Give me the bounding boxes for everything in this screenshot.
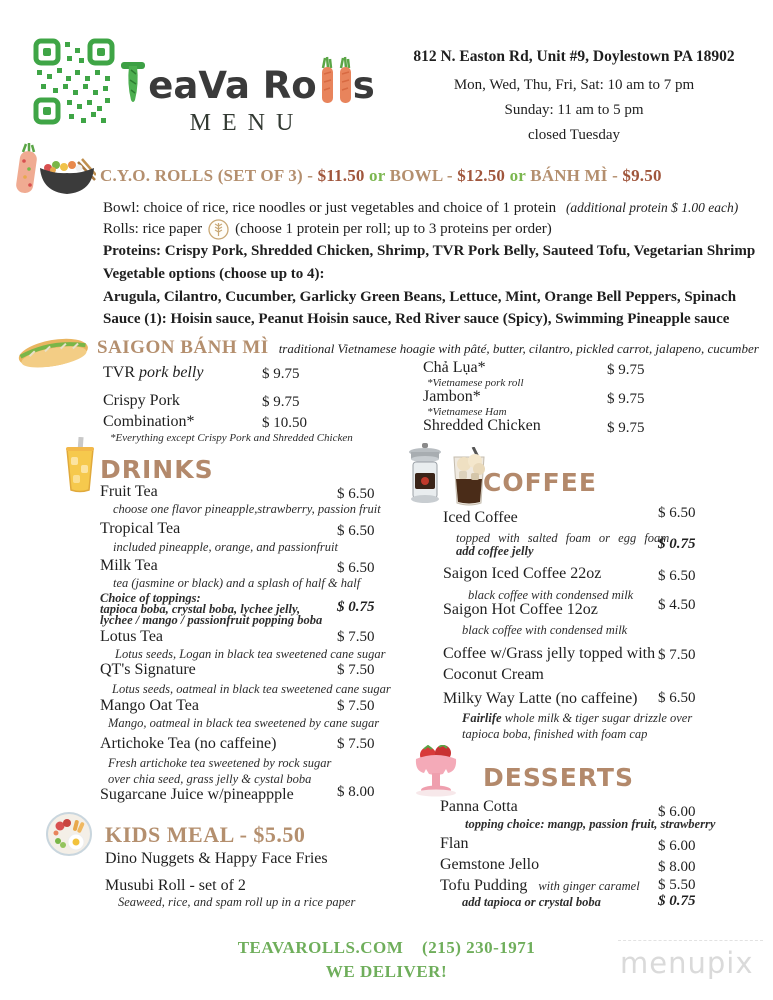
coffee-addon-price: $ 0.75 [658, 536, 696, 552]
drink-note: tea (jasmine or black) and a splash of half & half [113, 576, 361, 590]
drink-price: $ 7.50 [337, 662, 375, 678]
kids-item: Dino Nuggets & Happy Face Fries [105, 850, 328, 867]
banhmi-item-price: $ 9.75 [262, 366, 300, 382]
dessert-price: $ 6.00 [658, 804, 696, 820]
cyo-title-or: or [505, 166, 531, 185]
drink-note: included pineapple, orange, and passionfruit [113, 540, 338, 554]
drink-name: Tropical Tea [100, 520, 181, 537]
banhmi-item-price: $ 9.75 [607, 420, 645, 436]
coffee-name: Saigon Hot Coffee 12oz [443, 601, 598, 618]
banhmi-item-note: *Vietnamese Ham [427, 406, 507, 418]
dessert-name: Gemstone Jello [440, 856, 540, 873]
drink-price: $ 7.50 [337, 736, 375, 752]
coffee-price: $ 6.50 [658, 568, 696, 584]
kids-plate-icon [46, 812, 92, 856]
address: 812 N. Easton Rd, Unit #9, Doylestown PA 18902 [413, 48, 735, 65]
banhmi-item-name: Combination* [103, 413, 195, 430]
cyo-title-price: $9.50 [622, 166, 662, 185]
banhmi-item-note: *Vietnamese pork roll [427, 377, 524, 389]
coffee-price: $ 6.50 [658, 505, 696, 521]
coffee-name: Iced Coffee [443, 509, 518, 526]
dessert-name-note: with ginger caramel [538, 879, 640, 893]
coffee-name: Coffee w/Grass jelly topped with [443, 645, 656, 662]
coffee-name: Milky Way Latte (no caffeine) [443, 690, 638, 707]
kids-title: KIDS MEAL - $5.50 [105, 822, 306, 847]
coffee-price: $ 4.50 [658, 597, 696, 613]
kids-item: Musubi Roll - set of 2 [105, 877, 246, 894]
banhmi-item-price: $ 9.75 [607, 362, 645, 378]
drink-price: $ 6.50 [337, 486, 375, 502]
coffee-name-line2: Coconut Cream [443, 666, 544, 683]
coffee-note [462, 711, 692, 726]
cyo-title-price: $11.50 [317, 166, 365, 185]
drink-name: Milk Tea [100, 557, 158, 574]
drink-price: $ 6.50 [337, 523, 375, 539]
toppings-header: Choice of toppings: [100, 591, 201, 605]
cyo-rolls-line [103, 219, 552, 240]
spring-roll-icon [14, 143, 40, 195]
coffee-addon: add coffee jelly [456, 544, 534, 558]
banhmi-item-name: Jambon* [423, 388, 481, 405]
cyo-bowl-text: Bowl: choice of rice, rice noodles or just vegetables and choice of 1 protein [103, 200, 557, 216]
drink-name: Sugarcane Juice w/pineappple [100, 786, 294, 803]
banhmi-item-price: $ 9.75 [262, 394, 300, 410]
drink-name: QT's Signature [100, 661, 196, 678]
desserts-title: DESSERTS [483, 763, 634, 792]
cyo-title-or: or [364, 166, 390, 185]
drink-name: Lotus Tea [100, 628, 164, 645]
footer-website: TEAVAROLLS.COM [237, 938, 404, 957]
toppings-line: tapioca boba, crystal boba, lychee jelly, [100, 602, 301, 616]
cyo-rolls-text: Rolls: rice paper [103, 221, 203, 237]
dessert-price: $ 8.00 [658, 859, 696, 875]
logo-text-pre: eaVa Ro [148, 64, 317, 107]
drink-note: Lotus seeds, Logan in black tea sweetened cane sugar [115, 647, 386, 661]
drink-price: $ 8.00 [337, 784, 375, 800]
logo-text-post: s [352, 64, 375, 107]
banhmi-item-price: $ 10.50 [262, 415, 307, 431]
drink-note: Fresh artichoke tea sweetened by rock sugar [108, 756, 332, 770]
drink-name: Artichoke Tea (no caffeine) [100, 735, 277, 752]
footer-delivery: WE DELIVER! [325, 962, 448, 981]
drink-note: choose one flavor pineapple,strawberry, passion fruit [113, 502, 381, 516]
cyo-title-part: C.Y.O. ROLLS (SET OF 3) - [100, 166, 318, 185]
footer-phone: (215) 230-1971 [422, 938, 536, 957]
drink-note: Mango, oatmeal in black tea sweetened by cane sugar [108, 716, 380, 730]
cyo-title [100, 166, 662, 186]
item-text-italic: pork belly [139, 364, 204, 381]
banhmi-item-note: *Everything except Crispy Pork and Shredded Chicken [110, 432, 353, 444]
coffee-name: Saigon Iced Coffee 22oz [443, 565, 602, 582]
coffee-price: $ 6.50 [658, 690, 696, 706]
coffee-note-rest: whole milk & tiger sugar drizzle over [501, 711, 693, 725]
phin-filter-icon [406, 443, 444, 505]
dessert-price: $ 5.50 [658, 877, 696, 893]
cyo-vegetable-header: Vegetable options (choose up to 4): [103, 266, 325, 282]
dessert-name: Tofu Pudding [440, 877, 528, 894]
toppings-line: lychee / mango / passionfruit popping boba [100, 613, 323, 627]
dessert-name-row [440, 877, 640, 895]
cyo-sauces: Sauce (1): Hoisin sauce, Peanut Hoisin sauce, Red River sauce (Spicy), Swimming Pineapple sauce [103, 311, 730, 327]
coffee-price: $ 7.50 [658, 647, 696, 663]
banhmi-title: SAIGON BÁNH MÌ [97, 337, 269, 358]
cyo-rolls-rule: (choose 1 protein per roll; up to 3 proteins per order) [235, 221, 552, 237]
cyo-title-part: BÁNH MÌ - [530, 166, 623, 185]
dessert-addon-price: $ 0.75 [658, 893, 696, 909]
dessert-price: $ 6.00 [658, 838, 696, 854]
coffee-note: black coffee with condensed milk [462, 623, 628, 637]
item-text: TVR [103, 364, 139, 381]
dessert-icon [410, 745, 462, 797]
bowl-icon [38, 158, 96, 198]
banhmi-item-name: Chả Lụa* [423, 359, 486, 376]
kids-item-note: Seaweed, rice, and spam roll up in a rice paper [118, 895, 356, 909]
drinks-title: DRINKS [100, 455, 214, 484]
dessert-addon: add tapioca or crystal boba [462, 895, 601, 909]
drink-note: over chia seed, grass jelly & cystal boba [108, 772, 312, 786]
watermark: menupix [620, 946, 754, 980]
dessert-note: topping choice: mangp, passion fruit, strawberry [465, 817, 716, 831]
coffee-note: tapioca boba, finished with foam cap [462, 727, 648, 741]
coffee-note: topped with salted foam or egg foam [456, 531, 670, 545]
coffee-title: COFFEE [483, 468, 597, 497]
rice-paper-icon [208, 219, 229, 240]
hours-sunday: Sunday: 11 am to 5 pm [504, 102, 644, 118]
cyo-bowl-line [103, 200, 738, 217]
cyo-bowl-note: (additional protein $ 1.00 each) [565, 200, 739, 215]
bubble-tea-icon [62, 437, 98, 493]
header-info [385, 48, 763, 144]
cyo-title-price: $12.50 [457, 166, 506, 185]
cyo-proteins: Proteins: Crispy Pork, Shredded Chicken, Shrimp, TVR Pork Belly, Sauteed Tofu, Vegetarian Shrimp [103, 243, 756, 259]
drink-name: Mango Oat Tea [100, 697, 199, 714]
banhmi-item-name [103, 364, 203, 382]
watermark-divider [618, 940, 763, 941]
cyo-vegetables: Arugula, Cilantro, Cucumber, Garlicky Green Beans, Lettuce, Mint, Orange Bell Peppers, Spinach [103, 289, 737, 305]
drink-note: Lotus seeds, oatmeal in black tea sweetened cane sugar [112, 682, 391, 696]
banhmi-title-row [97, 337, 759, 359]
logo [118, 56, 376, 137]
logo-carrot-t-icon [119, 60, 147, 104]
logo-carrot-ll-icon [318, 56, 352, 104]
cyo-title-part: BOWL - [389, 166, 458, 185]
drink-price: $ 7.50 [337, 698, 375, 714]
qr-code-icon [33, 38, 115, 126]
drink-price: $ 6.50 [337, 560, 375, 576]
banh-mi-icon [15, 330, 91, 372]
banhmi-item-name: Crispy Pork [103, 392, 180, 409]
coffee-note-brand: Fairlife [462, 711, 502, 725]
coffee-note: black coffee with condensed milk [468, 588, 634, 602]
dessert-name: Flan [440, 835, 469, 852]
drink-name: Fruit Tea [100, 483, 158, 500]
drink-price: $ 7.50 [337, 629, 375, 645]
dessert-name: Panna Cotta [440, 798, 518, 815]
banhmi-item-price: $ 9.75 [607, 391, 645, 407]
hours-weekdays: Mon, Wed, Thu, Fri, Sat: 10 am to 7 pm [453, 77, 695, 93]
toppings-price: $ 0.75 [337, 599, 375, 615]
menu-label: MENU [189, 110, 305, 136]
banhmi-subtitle: traditional Vietnamese hoagie with pâté, butter, cilantro, pickled carrot, jalapeno, cucumber [278, 341, 759, 356]
banhmi-item-name: Shredded Chicken [423, 417, 541, 434]
hours-closed: closed Tuesday [527, 127, 621, 143]
